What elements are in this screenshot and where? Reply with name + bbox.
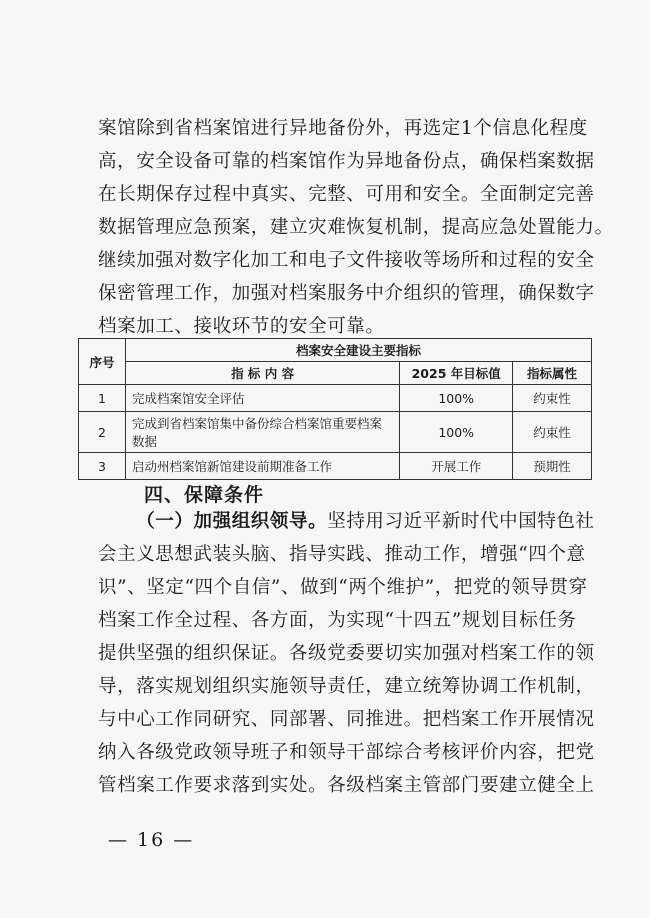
table-row (79, 385, 592, 412)
cell-target: 100% (400, 412, 513, 453)
paragraph-line: 保密管理工作，加强对档案服务中介组织的管理，确保数字 (98, 283, 595, 304)
table-header-row (79, 339, 592, 362)
cell-attribute: 约束性 (513, 412, 592, 453)
paragraph-line: 会主义思想武装头脑、指导实践、推动工作，增强“四个意 (98, 544, 586, 565)
paragraph-line: 纳入各级党政领导班子和领导干部综合考核评价内容，把党 (98, 742, 595, 763)
cell-content: 启动州档案馆新馆建设前期准备工作 (125, 453, 399, 480)
section-heading: 四、保障条件 (144, 484, 265, 506)
paragraph-line: 管档案工作要求落到实处。各级档案主管部门要建立健全上 (98, 775, 595, 796)
cell-index: 2 (79, 412, 126, 453)
paragraph-line: 案馆除到省档案馆进行异地备份外，再选定1个信息化程度 (98, 118, 588, 139)
cell-index: 3 (79, 453, 126, 480)
cell-content: 完成到省档案馆集中备份综合档案馆重要档案数据 (125, 412, 399, 453)
security-metrics-table (78, 338, 592, 480)
paragraph-line-rest: 坚持用习近平新时代中国特色社 (327, 511, 595, 532)
paragraph-line: 提供坚强的组织保证。各级党委要切实加强对档案工作的领 (98, 643, 595, 664)
header-index: 序号 (79, 339, 126, 385)
cell-attribute: 约束性 (513, 385, 592, 412)
header-attribute: 指标属性 (513, 362, 592, 385)
table-row (79, 412, 592, 453)
paragraph-line: 档案加工、接收环节的安全可靠。 (98, 316, 385, 337)
paragraph-line: 高，安全设备可靠的档案馆作为异地备份点，确保档案数据 (98, 151, 595, 172)
paragraph-archive-backup (98, 112, 614, 343)
paragraph-line: 继续加强对数字化加工和电子文件接收等场所和过程的安全 (98, 250, 595, 271)
page-number: — 16 — (108, 829, 195, 851)
cell-content: 完成档案馆安全评估 (125, 385, 399, 412)
paragraph-line: 导，落实规划组织实施领导责任，建立统筹协调工作机制， (98, 676, 595, 697)
cell-target: 100% (400, 385, 513, 412)
cell-attribute: 预期性 (513, 453, 592, 480)
paragraph-line: 在长期保存过程中真实、完整、可用和安全。全面制定完善 (98, 184, 595, 205)
paragraph-line: 与中心工作同研究、同部署、同推进。把档案工作开展情况 (98, 709, 595, 730)
table-subheader-row (79, 362, 592, 385)
header-content: 指 标 内 容 (125, 362, 399, 385)
cell-index: 1 (79, 385, 126, 412)
paragraph-line: 识”、坚定“四个自信”、做到“两个维护”，把党的领导贯穿 (98, 577, 588, 598)
paragraph-organization-leadership (98, 505, 595, 802)
paragraph-lead: （一）加强组织领导。 (136, 511, 328, 532)
cell-target: 开展工作 (400, 453, 513, 480)
header-group-title: 档案安全建设主要指标 (125, 339, 591, 362)
header-target: 2025 年目标值 (400, 362, 513, 385)
table-row (79, 453, 592, 480)
paragraph-line: 数据管理应急预案，建立灾难恢复机制，提高应急处置能力。 (98, 217, 614, 238)
paragraph-line: 档案工作全过程、各方面，为实现“十四五”规划目标任务 (98, 610, 577, 631)
paragraph-line (98, 505, 595, 538)
